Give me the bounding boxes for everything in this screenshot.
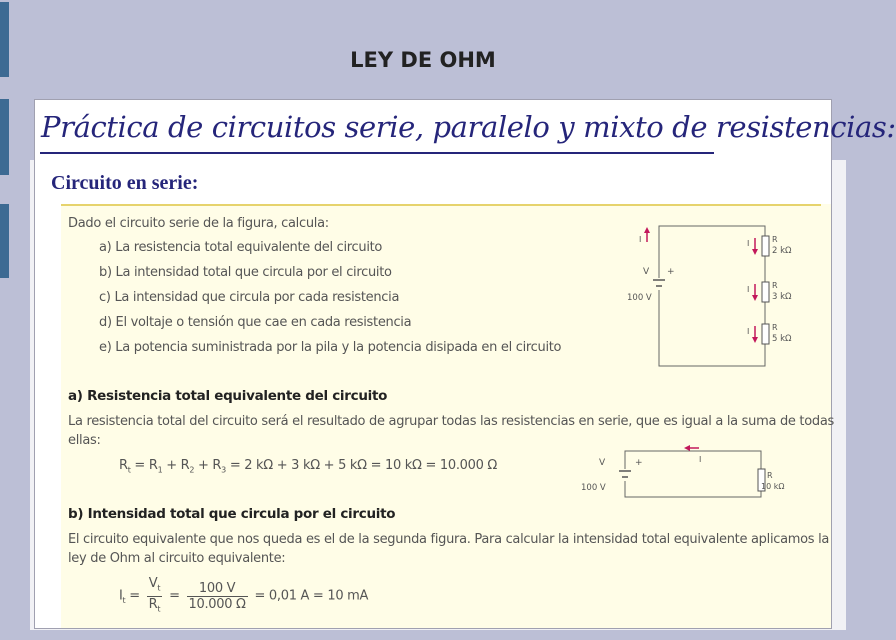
part-a-equation: $R_t = R_1 + R_2 + R_3 = 2$ kΩ + 3 kΩ + 5 kΩ = 10 kΩ = 10.000 Ω [119,458,498,475]
part-a-text-2: ellas: [68,433,101,448]
part-b-title: b) Intensidad total que circula por el circuito [68,506,396,522]
section-title: Circuito en serie: [51,172,199,194]
svg-text:+: + [635,458,643,468]
svg-text:R: R [772,281,778,290]
question-a: a) La resistencia total equivalente del circuito [99,240,383,255]
svg-text:I: I [699,455,702,464]
svg-text:R: R [767,471,773,480]
svg-text:R: R [772,235,778,244]
svg-text:V: V [599,458,606,468]
fraction-vt-rt: $\frac{V_t}{R_t}$ [148,576,161,614]
heading-underline [40,152,714,154]
svg-text:100 V: 100 V [581,483,606,493]
question-e: e) La potencia suministrada por la pila y la potencia disipada en el circuito [99,340,562,355]
svg-text:5 kΩ: 5 kΩ [772,334,792,344]
svg-text:+: + [667,267,675,277]
document-heading: Práctica de circuitos serie, paralelo y mixto de resistencias: [41,110,896,144]
panel-top-rule [61,204,821,206]
part-b-text-2: ley de Ohm al circuito equivalente: [68,551,286,566]
left-tab-2 [0,99,9,175]
battery-value: 100 V [627,293,652,303]
svg-text:10 kΩ: 10 kΩ [761,482,785,491]
series-circuit-diagram [625,220,805,370]
svg-text:2 kΩ: 2 kΩ [772,246,792,256]
left-tab-3 [0,204,9,278]
document-image [34,99,896,629]
resistor-r1 [747,235,792,256]
equivalent-circuit-diagram [575,445,785,505]
svg-text:R: R [772,323,778,332]
resistor-r3 [747,323,792,344]
part-b-text-1: El circuito equivalente que nos queda es el de la segunda figura. Para calcular la intensidad total equivalente aplicamos la [68,532,830,547]
svg-text:I: I [747,327,750,336]
main-current-label: I [639,235,642,244]
question-c: c) La intensidad que circula por cada resistencia [99,290,400,305]
battery-label: V [643,267,650,277]
svg-text:3 kΩ: 3 kΩ [772,292,792,302]
slide-title: LEY DE OHM [350,48,496,72]
svg-text:I: I [747,239,750,248]
part-a-title: a) Resistencia total equivalente del circuito [68,388,388,404]
part-a-text-1: La resistencia total del circuito será el resultado de agrupar todas las resistencias en serie, que es igual a la suma de todas [68,414,834,429]
question-d: d) El voltaje o tensión que cae en cada resistencia [99,315,412,330]
question-b: b) La intensidad total que circula por el circuito [99,265,392,280]
svg-text:I: I [747,285,750,294]
part-b-equation: $I_t$ = $\frac{V_t}{R_t}$ = $\frac{100 V}{10.000 \Omega}$ = 0,01 A = 10 mA [119,576,368,616]
resistor-r2 [747,281,792,302]
intro-text: Dado el circuito serie de la figura, calcula: [68,216,329,231]
fraction-values: $\frac{100 V}{10.000 \Omega}$ [188,580,246,612]
